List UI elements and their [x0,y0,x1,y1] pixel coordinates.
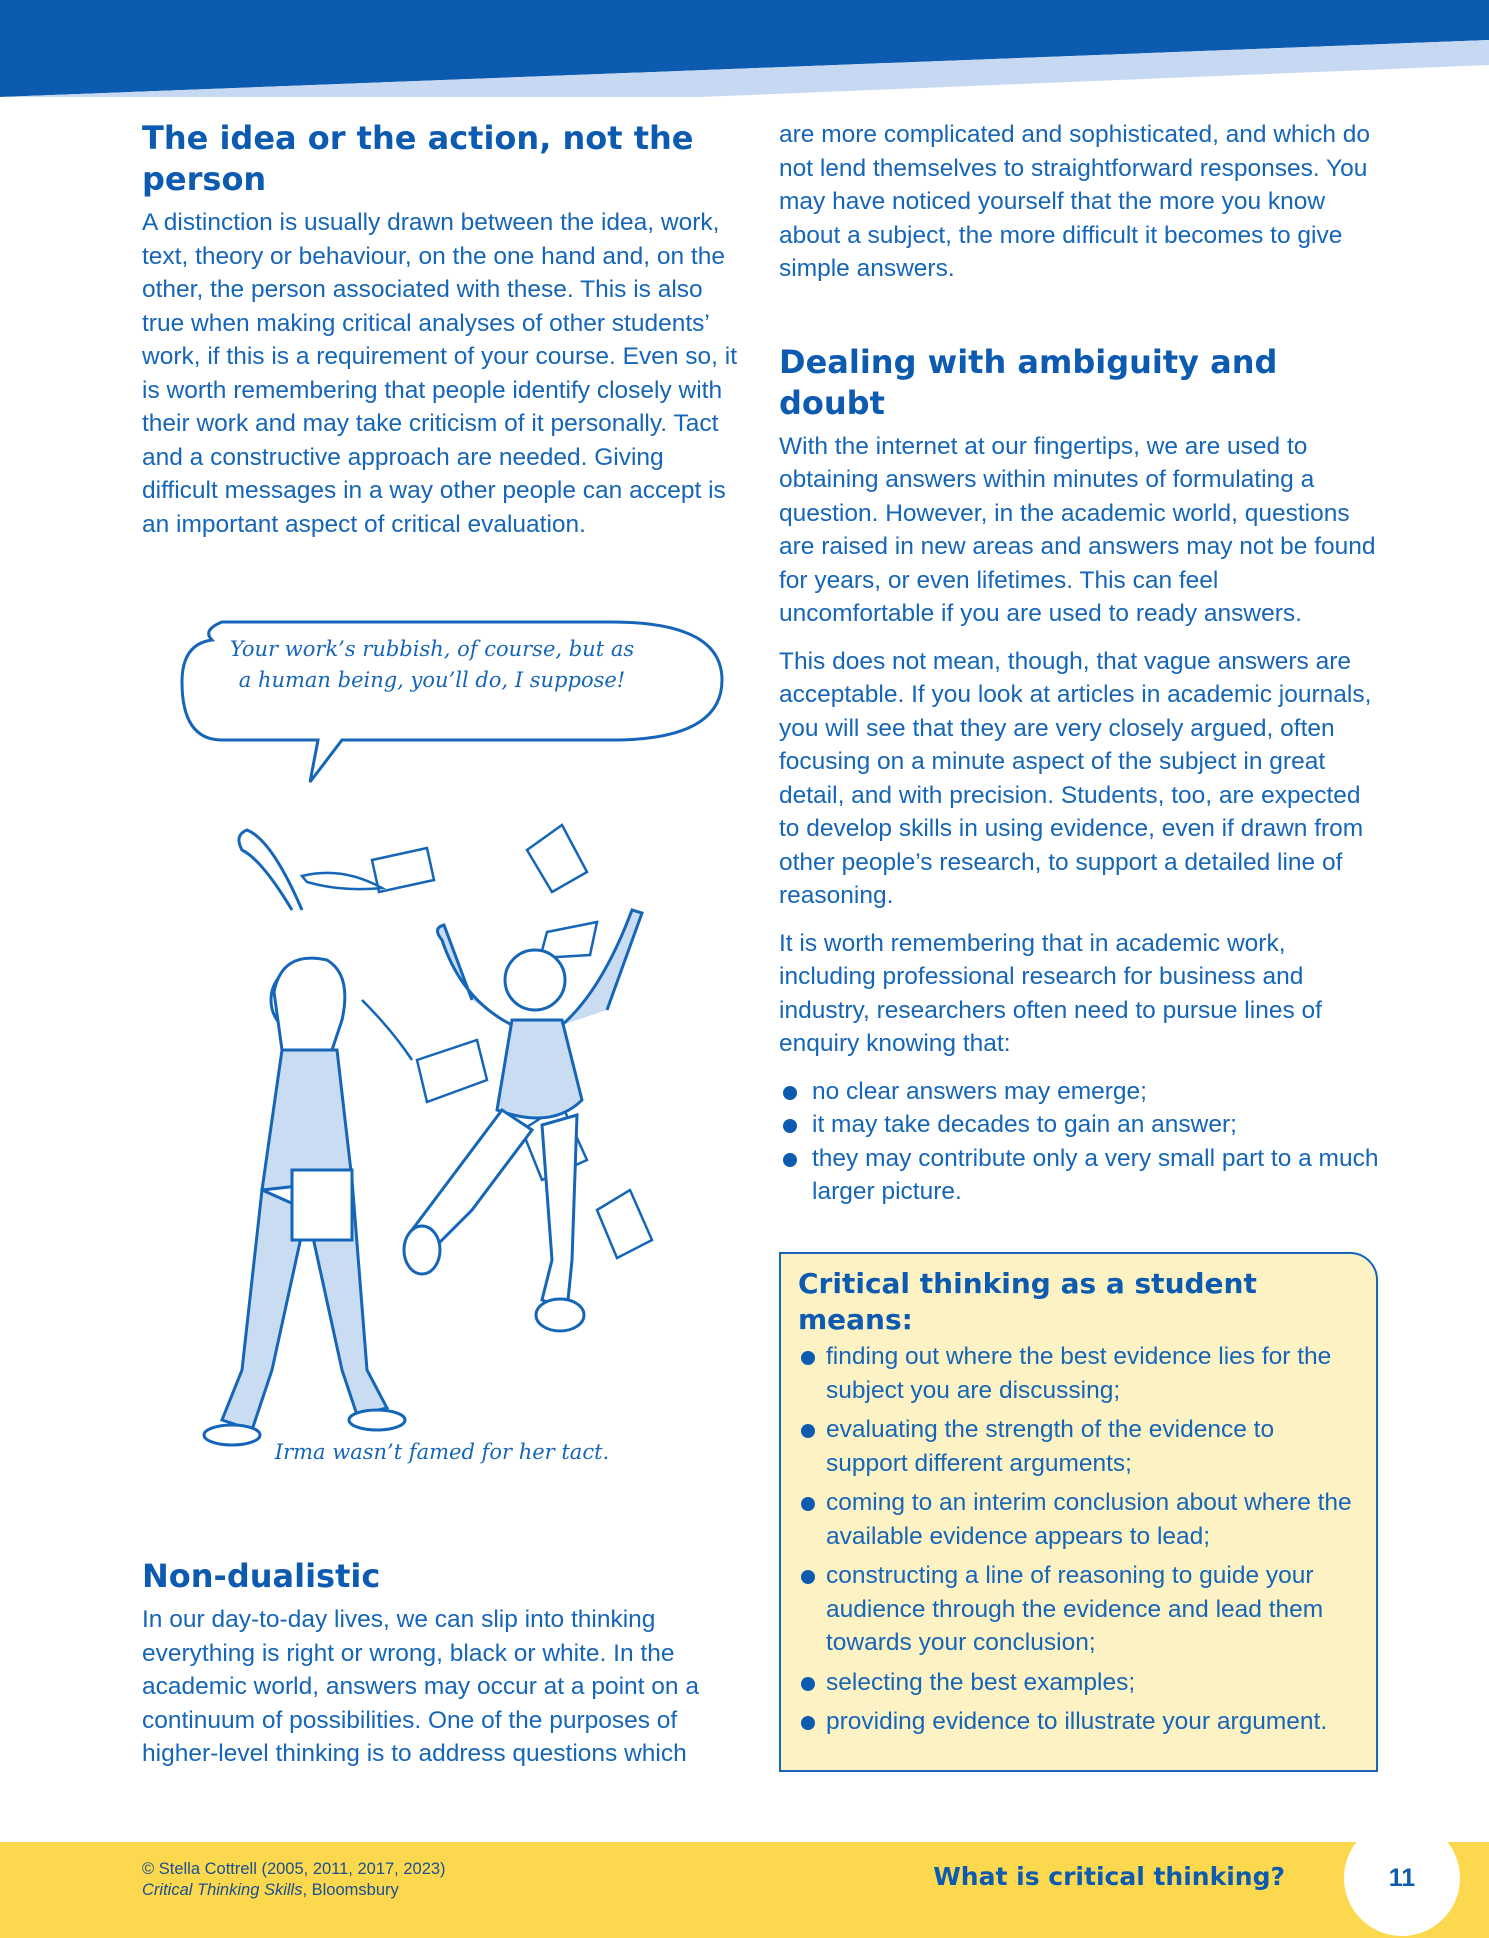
list-item: no clear answers may emerge; [779,1075,1379,1109]
critical-thinking-box [779,1252,1378,1772]
list-item: selecting the best examples; [798,1666,1362,1700]
book-title: Critical Thinking Skills [142,1881,303,1899]
box-title: Critical thinking as a student means: [798,1267,1257,1336]
paragraph-ambiguity-3: It is worth remembering that in academic work, including professional research for business and industry, researchers often need to pursue lines of enquiry knowing that: [779,929,1322,1057]
page-number-badge [1344,1820,1460,1936]
right-column [779,118,1379,1209]
heading-idea-action: The idea or the action, not the person [142,119,694,198]
non-dualistic-section [142,1556,742,1785]
speech-text: Your work’s rubbish, of course, but as a human being, you’ll do, I suppose! [229,637,635,692]
paragraph-ambiguity-2: This does not mean, though, that vague answers are acceptable. If you look at articles in academic journals, you will see that they are very closely argued, often focusing on a minute aspect of the subject in great detail, and with precision. Students, too, are expected to develop skills in using evidence, even if drawn from other people’s research, to support a detailed line of reasoning. [779,647,1372,909]
paragraph-ambiguity-1: With the internet at our fingertips, we are used to obtaining answers within minutes of formulating a question. However, in the academic world, questions are raised in new areas and answers may not be found for years, or even lifetimes. This can feel uncomfortable if you are used to ready answers. [779,432,1376,627]
heading-ambiguity: Dealing with ambiguity and doubt [779,342,1278,422]
list-item: it may take decades to gain an answer; [779,1108,1379,1142]
man-figure [404,910,642,1331]
list-item: they may contribute only a very small part to a much larger picture. [779,1142,1379,1209]
heading-non-dualistic: Non-dualistic [142,1557,381,1595]
paragraph-idea-action: A distinction is usually drawn between the idea, work, text, theory or behaviour, on the one hand and, on the other, the person associated with these. This is also true when making critical analyses of other students’ work, if this is a requirement of your course. Even so, it is worth remembering that people identify closely with their work and may take criticism of it personally. Tact and a constructive approach are needed. Giving difficult messages in a way other people can accept is an important aspect of critical evaluation. [142,209,738,538]
publisher: , Bloomsbury [302,1881,399,1899]
woman-figure [204,830,405,1445]
page-number: 11 [1388,1864,1416,1892]
list-item: finding out where the best evidence lies for the subject you are discussing; [798,1340,1362,1407]
list-item: evaluating the strength of the evidence to support different arguments; [798,1413,1362,1480]
illustration-caption: Irma wasn’t famed for her tact. [274,1440,610,1464]
cartoon-illustration [142,610,742,1490]
paragraph-non-dualistic: In our day-to-day lives, we can slip into thinking everything is right or wrong, black or white. In the academic world, answers may occur at a point on a continuum of possibilities. One of the purposes of higher-level thinking is to address questions which [142,1606,699,1767]
header-band [0,0,1489,100]
left-column [142,118,742,555]
list-item: coming to an interim conclusion about where the available evidence appears to lead; [798,1486,1362,1553]
footer-credits [142,1859,446,1901]
copyright-text: © Stella Cottrell (2005, 2011, 2017, 2023) [142,1860,446,1878]
list-item: constructing a line of reasoning to guide your audience through the evidence and lead them towards your conclusion; [798,1559,1362,1660]
footer [0,1842,1489,1938]
paragraph-continuation: are more complicated and sophisticated, and which do not lend themselves to straightforward responses. You may have noticed yourself that the more you know about a subject, the more difficult it becomes to give simple answers. [779,121,1371,282]
box-bullet-list [798,1340,1362,1739]
chapter-title: What is critical thinking? [933,1862,1285,1891]
ambiguity-bullet-list [779,1075,1379,1209]
list-item: providing evidence to illustrate your argument. [798,1705,1362,1739]
